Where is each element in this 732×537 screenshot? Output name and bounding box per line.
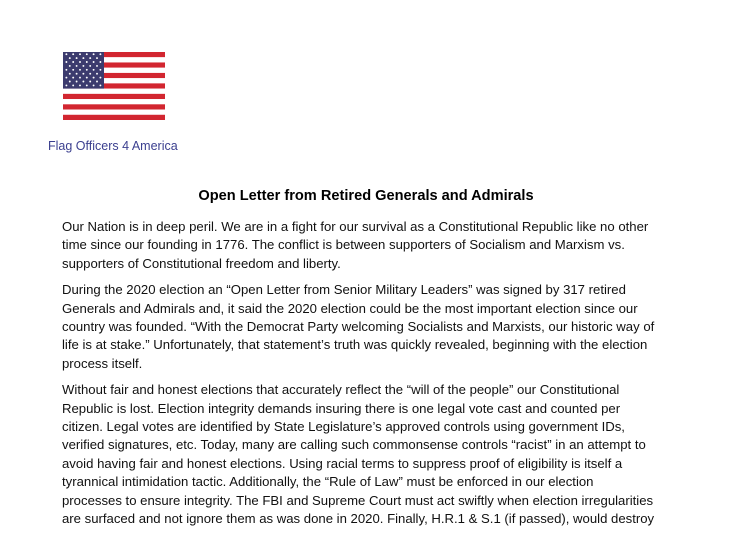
text-line: supporters of Constitutional freedom and liberty. <box>62 255 341 271</box>
paragraph-3 <box>62 381 682 528</box>
letter-title: Open Letter from Retired Generals and Admirals <box>198 188 534 204</box>
text-line: time since our founding in 1776. The conflict is between supporters of Socialism and Marxism vs. <box>62 237 625 253</box>
text-line: country was founded. “With the Democrat Party welcoming Socialists and Marxists, our historic way of <box>62 319 655 335</box>
text-line: Republic is lost. Election integrity demands insuring there is one legal vote cast and counted per <box>62 400 621 416</box>
text-line: avoid having fair and honest elections. Using racial terms to suppress proof of eligibility is itself a <box>62 455 623 471</box>
text-line: Generals and Admirals and, it said the 2020 election could be the most important election since our <box>62 300 638 316</box>
text-line: Our Nation is in deep peril. We are in a fight for our survival as a Constitutional Republic like no other <box>62 219 649 234</box>
paragraph-2 <box>62 281 682 373</box>
text-line: Without fair and honest elections that accurately reflect the “will of the people” our Constitutional <box>62 382 620 398</box>
organization-name: Flag Officers 4 America <box>48 139 178 153</box>
letter-body <box>62 218 682 537</box>
text-line: tyrannical intimidation tactic. Additionally, the “Rule of Law” must be enforced in our election <box>62 474 594 490</box>
text-line: During the 2020 election an “Open Letter from Senior Military Leaders” was signed by 317 retired <box>62 282 626 298</box>
text-line: are surfaced and not ignore them as was done in 2020. Finally, H.R.1 & S.1 (if passed), would destroy <box>62 511 655 527</box>
text-line: process itself. <box>62 355 143 371</box>
text-line: citizen. Legal votes are identified by State Legislature’s approved controls using government IDs, <box>62 419 625 435</box>
paragraph-1 <box>62 218 682 273</box>
text-line: processes to ensure integrity. The FBI and Supreme Court must act swiftly when election irregularities <box>62 492 654 508</box>
text-line: life is at stake.” Unfortunately, that statement’s truth was quickly revealed, beginning with the election <box>62 337 648 353</box>
us-flag-logo <box>63 52 165 120</box>
text-line: verified signatures, etc. Today, many are calling such commonsense controls “racist” in an attempt to <box>62 437 646 453</box>
